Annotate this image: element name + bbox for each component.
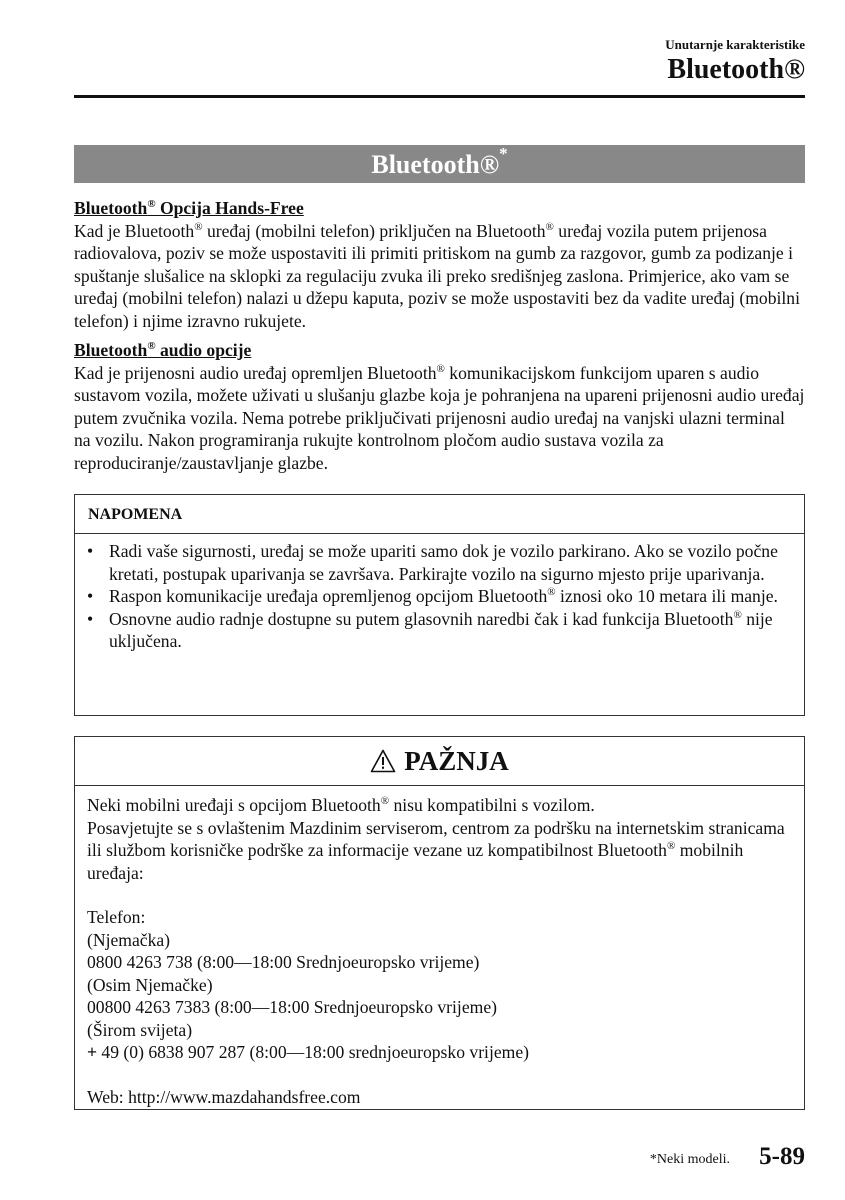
warning-box (74, 736, 805, 1110)
warning-text-part: mobilnih uređaja: (87, 840, 744, 883)
paragraph-text: Kad je Bluetooth (74, 220, 195, 241)
spacer (87, 1064, 790, 1086)
worldwide-label: (Širom svijeta) (87, 1019, 193, 1040)
warning-text-part: Posavjetujte se s ovlaštenim Mazdinim serviserom, centrom za podršku na internetskim stranicama ili službom korisničke podrške za informacije vezane uz kompatibilnost Bluetooth (87, 817, 785, 860)
worldwide-number-text: 49 (0) 6838 907 287 (8:00—18:00 srednjoeuropsko vrijeme) (97, 1042, 529, 1062)
paragraph-text: uređaj vozila putem prijenosa radiovalova, poziv se može uspostaviti ili primiti pritiskom na gumb za razgovor, gumb za podizanje i spuštanje slušalice na sklopki za regulaciju zvuka ili preko središnjeg zaslona. Primjerice, ako vam se uređaj (mobilni telefon) nalazi u džepu kaputa, poziv se može uspostaviti bez da vadite uređaj (mobilni telefon) i njime izravno rukujete. (74, 220, 800, 331)
warning-triangle-icon (370, 749, 396, 773)
note-list (75, 534, 804, 653)
hands-free-paragraph (74, 220, 805, 333)
warning-body (75, 786, 804, 1108)
germany-number: 0800 4263 738 (8:00—18:00 Srednjoeuropsko vrijeme) (87, 952, 480, 972)
germany-label: (Njemačka) (87, 929, 171, 950)
audio-section (74, 339, 805, 474)
page-number: 5-89 (759, 1143, 805, 1170)
hands-free-heading-text: Bluetooth (74, 198, 148, 218)
registered-mark: ® (545, 220, 554, 233)
audio-heading (74, 339, 805, 362)
warning-heading-text: PAŽNJA (404, 745, 509, 776)
note-heading: NAPOMENA (75, 495, 804, 534)
note-item-text: iznosi oko 10 metara ili manje. (555, 586, 778, 606)
section-title: Bluetooth® (371, 150, 500, 179)
web-link: Web: http://www.mazdahandsfree.com (87, 1086, 361, 1107)
note-item-text: Raspon komunikacije uređaja opremljenog opcijom Bluetooth (109, 586, 548, 606)
warning-text (87, 794, 790, 817)
audio-heading-rest: audio opcije (155, 340, 252, 360)
registered-mark: ® (547, 586, 556, 599)
registered-mark: ® (194, 220, 203, 233)
warning-text-part: nisu kompatibilni s vozilom. (389, 795, 595, 815)
plus-sign: + (87, 1042, 98, 1062)
note-item (109, 540, 790, 585)
worldwide-number (87, 1041, 790, 1064)
note-box (74, 494, 805, 716)
warning-text-part: Neki mobilni uređaji s opcijom Bluetooth (87, 795, 381, 815)
registered-mark: ® (666, 840, 676, 853)
note-item (109, 608, 790, 653)
header-divider (74, 95, 805, 98)
paragraph-text: komunikacijskom funkcijom uparen s audio sustavom vozila, možete uživati u slušanju glazbe koja je pohranjena na upareni prijenosni audio uređaj putem zvučnika vozila. Nema potrebe priključivati prijenosni audio uređaj na vanjski ulazni terminal na vozilu. Nakon programiranja rukujte kontrolnom pločom audio sustava vozila za reproduciranje/zaustavljanje glazbe. (74, 362, 805, 473)
audio-heading-text: Bluetooth (74, 340, 148, 360)
running-header-section: Unutarnje karakteristike (665, 37, 805, 52)
warning-heading (75, 737, 804, 786)
paragraph-text: uređaj (mobilni telefon) priključen na Bluetooth (202, 220, 546, 241)
outside-germany-label: (Osim Njemačke) (87, 974, 213, 995)
hands-free-heading (74, 197, 805, 220)
audio-paragraph (74, 362, 805, 475)
running-header-title: Bluetooth® (667, 54, 805, 85)
registered-mark: ® (733, 608, 742, 621)
spacer (87, 884, 790, 906)
hands-free-section (74, 197, 805, 332)
hands-free-heading-rest: Opcija Hands-Free (155, 198, 304, 218)
note-item (109, 585, 790, 608)
registered-mark: ® (380, 795, 390, 808)
warning-text (87, 817, 790, 885)
section-title-bar (74, 145, 805, 183)
registered-mark: ® (147, 340, 156, 353)
note-item-text: nije uključena. (109, 608, 773, 651)
paragraph-text: Kad je prijenosni audio uređaj opremljen Bluetooth (74, 362, 437, 383)
note-item-text: Radi vaše sigurnosti, uređaj se može upariti samo dok je vozilo parkirano. Ako se vozilo počne kretati, postupak uparivanja se završava. Parkirajte vozilo na sigurno mjesto prije uparivanja. (109, 541, 778, 584)
section-title-asterisk: * (499, 144, 508, 163)
registered-mark: ® (147, 198, 156, 211)
registered-mark: ® (436, 362, 445, 375)
note-item-text: Osnovne audio radnje dostupne su putem glasovnih naredbi čak i kad funkcija Bluetooth (109, 608, 734, 629)
phone-label: Telefon: (87, 907, 146, 927)
outside-germany-number: 00800 4263 7383 (8:00—18:00 Srednjoeuropsko vrijeme) (87, 997, 497, 1017)
footnote: *Neki modeli. (649, 1152, 730, 1167)
